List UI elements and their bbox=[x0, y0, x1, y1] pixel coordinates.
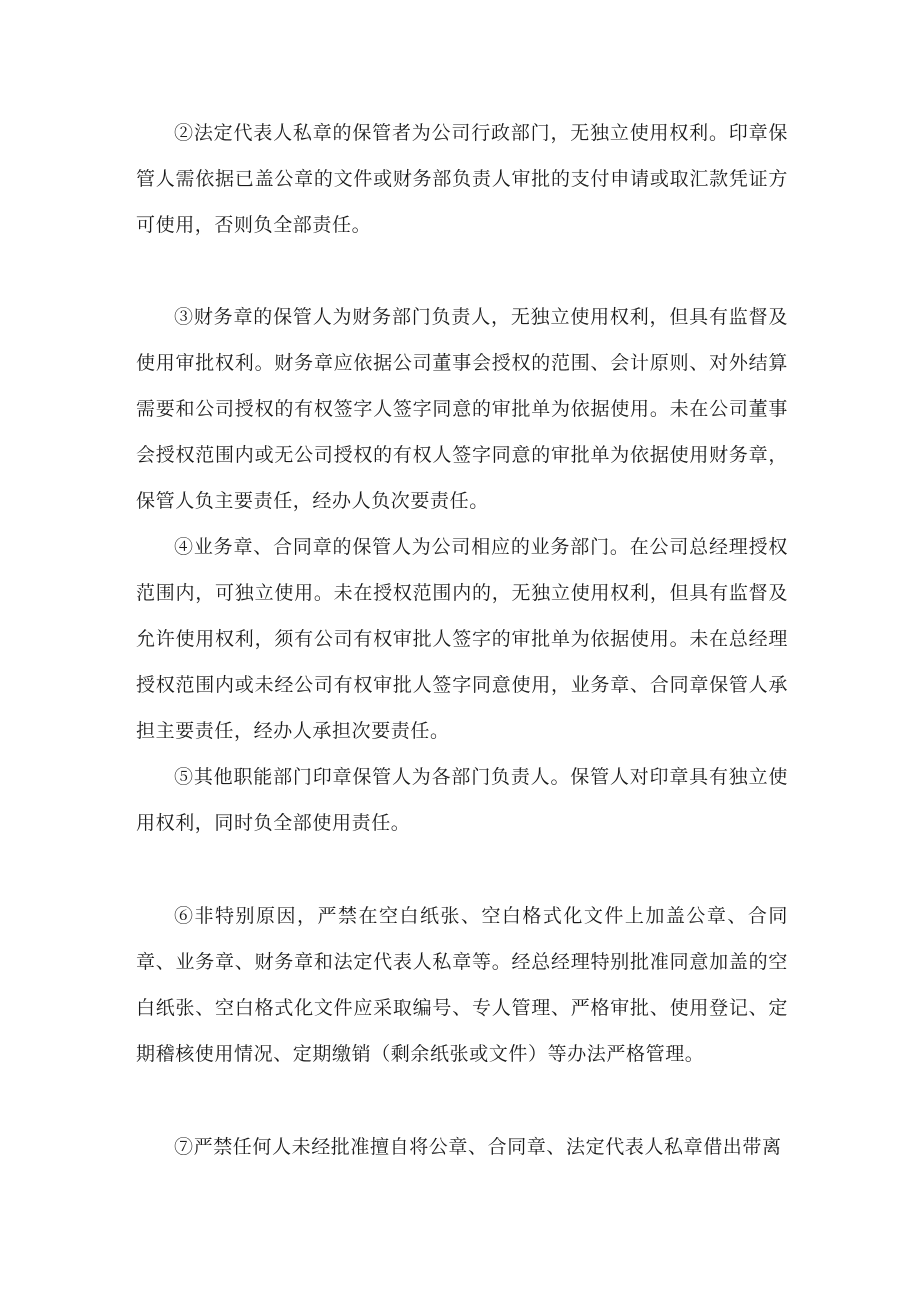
paragraph-department-seal: ⑤其他职能部门印章保管人为各部门负责人。保管人对印章具有独立使用权利，同时负全部使用责任。 bbox=[136, 766, 788, 834]
paragraph-blank-paper-prohibition: ⑥非特别原因，严禁在空白纸张、空白格式化文件上加盖公章、合同章、业务章、财务章和法定代表人私章等。经总经理特别批准同意加盖的空白纸张、空白格式化文件应采取编号、专人管理、严格审批、使用登记、定期稽核使用情况、定期缴销（剩余纸张或文件）等办法严格管理。 bbox=[136, 905, 788, 1065]
paragraph-lending-prohibition: ⑦严禁任何人未经批准擅自将公章、合同章、法定代表人私章借出带离 bbox=[174, 1136, 782, 1158]
paragraph-finance-seal: ③财务章的保管人为财务部门负责人，无独立使用权利，但具有监督及使用审批权利。财务章应依据公司董事会授权的范围、会计原则、对外结算需要和公司授权的有权签字人签字同意的审批单为依据使用。未在公司董事会授权范围内或无公司授权的有权人签字同意的审批单为依据使用财务章，保管人负主要责任，经办人负次要责任。 bbox=[136, 306, 788, 512]
paragraph-legal-representative-seal: ②法定代表人私章的保管者为公司行政部门，无独立使用权利。印章保管人需依据已盖公章的文件或财务部负责人审批的支付申请或取汇款凭证方可使用，否则负全部责任。 bbox=[136, 122, 788, 236]
paragraph-business-contract-seal: ④业务章、合同章的保管人为公司相应的业务部门。在公司总经理授权范围内，可独立使用。未在授权范围内的，无独立使用权利，但具有监督及允许使用权利，须有公司有权审批人签字的审批单为依据使用。未在总经理授权范围内或未经公司有权审批人签字同意使用，业务章、合同章保管人承担主要责任，经办人承担次要责任。 bbox=[136, 536, 788, 742]
